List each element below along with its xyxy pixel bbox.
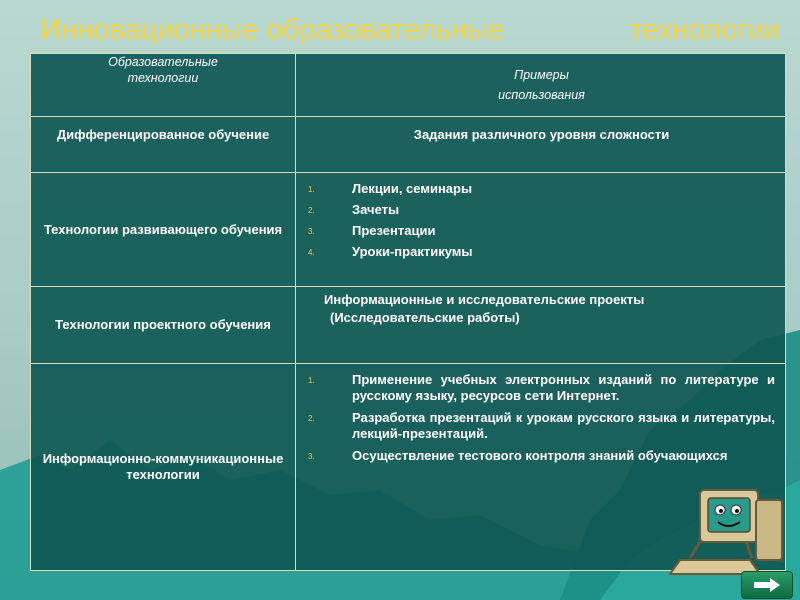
row4-tech: Информационно-коммуникационные технологии [31,364,296,571]
next-slide-button[interactable] [741,571,793,599]
list-item: 3. Осуществление тестового контроля знаний обучающихся [308,448,728,463]
header-col1-line2: технологии [127,71,199,85]
header-col2-line1: Примеры [514,68,569,82]
list-item: 1. Применение учебных электронных изданий по литературе и русскому языку, ресурсов сети Интернет. [308,372,775,403]
row2-examples [296,173,786,287]
arrow-right-icon [752,577,782,593]
row1-tech: Дифференцированное обучение [31,117,296,173]
row3-tech: Технологии проектного обучения [31,287,296,364]
page-title [40,12,780,48]
table-header-row [31,54,786,117]
list-item: 2. Зачеты [308,202,400,217]
title-part2: технологии [629,13,780,46]
title-part1: Инновационные образовательные [40,13,504,46]
header-col2-line2: использования [498,88,585,102]
row2-tech: Технологии развивающего обучения [31,173,296,287]
computer-mascot-icon [660,470,790,580]
row3-example-line2: (Исследовательские работы) [330,310,520,325]
header-col1 [31,54,296,117]
row4-list [308,372,775,465]
list-item: 1. Лекции, семинары [308,181,473,196]
row3-example [296,287,786,364]
table-row [31,173,786,287]
list-item: 4. Уроки-практикумы [308,244,473,259]
list-item: 3. Презентации [308,223,436,238]
table-row [31,117,786,173]
row3-example-line1: Информационные и исследовательские проекты [324,292,645,307]
row2-list [308,181,775,261]
header-col1-line1: Образовательные [108,55,218,69]
row1-example: Задания различного уровня сложности [296,117,786,173]
list-item: 2. Разработка презентаций к урокам русского языка и литературы, лекций-презентаций. [308,410,775,441]
header-col2 [296,54,786,117]
table-row [31,287,786,364]
